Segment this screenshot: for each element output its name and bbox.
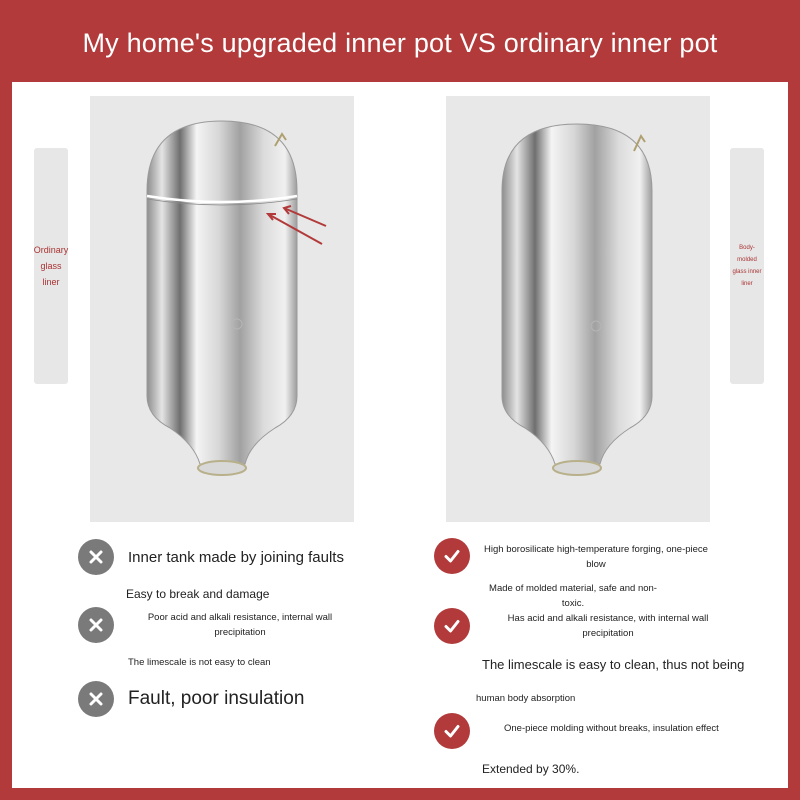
- pro-subtext: Extended by 30%.: [482, 762, 580, 776]
- check-circle-icon: [434, 608, 470, 644]
- con-text: Poor acid and alkali resistance, internal wall precipitation: [147, 612, 333, 638]
- page-title: My home's upgraded inner pot VS ordinary inner pot: [82, 28, 718, 58]
- con-text: Inner tank made by joining faults: [128, 548, 344, 566]
- con-item: [78, 681, 304, 717]
- pro-text: One-piece molding without breaks, insulation effect: [504, 723, 719, 734]
- check-circle-icon: [434, 538, 470, 574]
- pro-subtext: human body absorption: [476, 693, 576, 704]
- pro-text: Has acid and alkali resistance, with internal wall precipitation: [507, 613, 709, 639]
- con-subtext: The limescale is not easy to clean: [128, 657, 271, 668]
- molded-liner-image: [446, 96, 710, 522]
- con-text: Fault, poor insulation: [128, 688, 305, 709]
- pro-subtext: The limescale is easy to clean, thus not being: [482, 657, 745, 672]
- ordinary-liner-image: [90, 96, 354, 522]
- ordinary-tank-illustration: [90, 96, 354, 522]
- pro-subtext: Made of molded material, safe and non-toxic.: [489, 583, 657, 609]
- con-item: [78, 539, 344, 575]
- con-subtext: Easy to break and damage: [126, 587, 270, 601]
- x-circle-icon: [78, 681, 114, 717]
- comparison-panel: [12, 82, 788, 788]
- molded-liner-label: Body-molded glass inner liner: [730, 148, 764, 384]
- x-circle-icon: [78, 539, 114, 575]
- con-item: [78, 607, 114, 643]
- pro-text: High borosilicate high-temperature forging, one-piece blow: [484, 544, 708, 570]
- pro-item: [434, 713, 470, 749]
- x-circle-icon: [78, 607, 114, 643]
- ordinary-liner-label: Ordinary glass liner: [34, 148, 68, 384]
- check-circle-icon: [434, 713, 470, 749]
- pro-item: [434, 538, 470, 574]
- pro-item: [434, 608, 470, 644]
- molded-tank-illustration: [446, 96, 710, 522]
